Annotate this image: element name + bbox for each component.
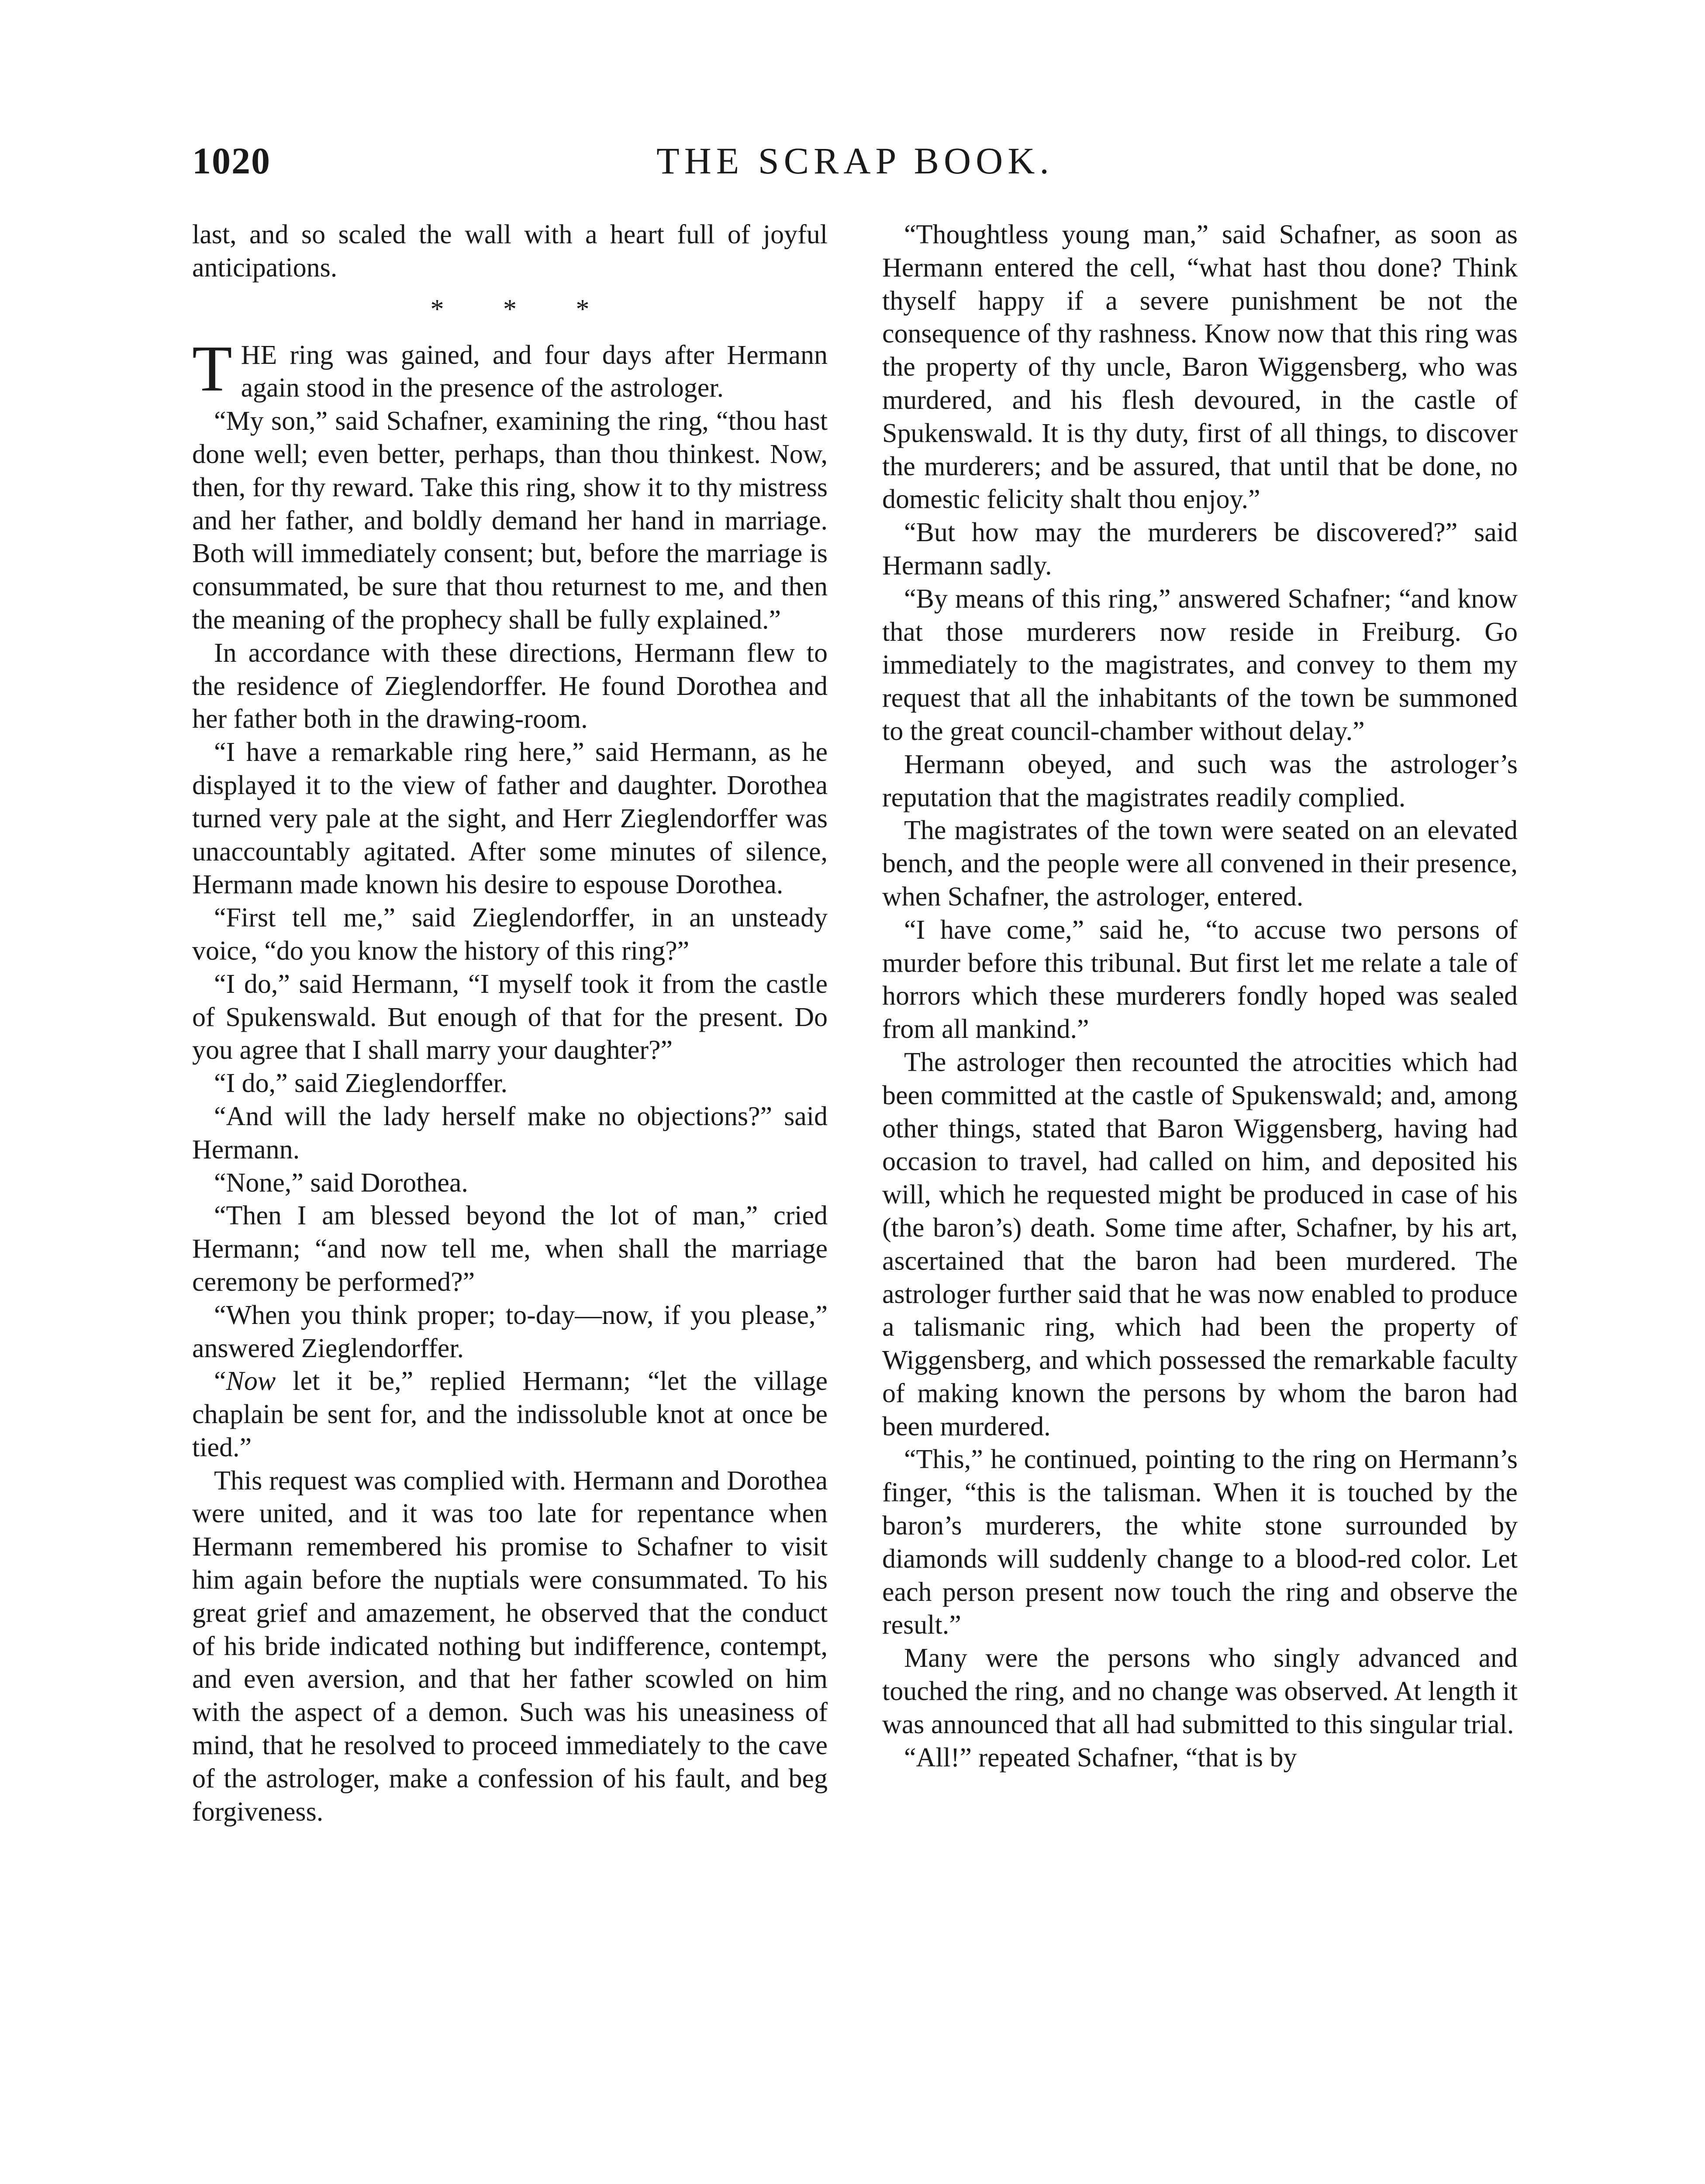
paragraph: The astrologer then recounted the atrocities which had been committed at the castle of Spukenswald; and, among other things, stated that Baron Wiggensberg, having had occasion to travel, had called on him, and deposited his will, which he requested might be produced in case of his (the baron’s) death. Some time after, Schafner, by his art, ascertained that the baron had been murdered. The astrologer further said that he was now enabled to produce a talismanic ring, which had been the property of Wiggensberg, and which possessed the remarkable faculty of making known the persons by whom the baron had been murdered. — [882, 1047, 1518, 1441]
paragraph-now-text: let it be,” replied Hermann; “let the village chaplain be sent for, and the indissoluble knot at once be tied.” — [192, 1366, 828, 1462]
paragraph: “But how may the murderers be discovered?” said Hermann sadly. — [882, 518, 1518, 581]
left-column — [192, 218, 828, 1828]
paragraph: “Thoughtless young man,” said Schafner, as soon as Hermann entered the cell, “what hast thou done? Think thyself happy if a severe punishment be not the consequence of thy rashness. Know now that this ring was the property of thy uncle, Baron Wiggensberg, who was murdered, and his flesh devoured, in the castle of Spukenswald. It is thy duty, first of all things, to discover the murderers; and be assured, that until that be done, no domestic felicity shalt thou enjoy.” — [882, 220, 1518, 515]
paragraph: “And will the lady herself make no objections?” said Hermann. — [192, 1101, 828, 1165]
paragraph: “This,” he continued, pointing to the ring on Hermann’s finger, “this is the talisman. When it is touched by the baron’s murderers, the white stone surrounded by diamonds will suddenly change to a blood-red color. Let each person present now touch the ring and observe the result.” — [882, 1444, 1518, 1640]
paragraph: “By means of this ring,” answered Schafner; “and know that those murderers now reside in Freiburg. Go immediately to the magistrates, and convey to them my request that all the inhabitants of the town be summoned to the great council-chamber without delay.” — [882, 584, 1518, 746]
page-number: 1020 — [192, 140, 271, 182]
paragraph: Hermann obeyed, and such was the astrologer’s reputation that the magistrates readily complied. — [882, 749, 1518, 812]
paragraph: The magistrates of the town were seated on an elevated bench, and the people were all convened in their presence, when Schafner, the astrologer, entered. — [882, 816, 1518, 912]
paragraph-now — [192, 1365, 828, 1464]
paragraph-opening: last, and so scaled the wall with a heart full of joyful anticipations. — [192, 220, 828, 283]
page-header — [192, 139, 1518, 191]
paragraph: “I have a remarkable ring here,” said Hermann, as he displayed it to the view of father and daughter. Dorothea turned very pale at the sight, and Herr Zieglendorffer was unaccountably agitated. After some minutes of silence, Hermann made known his desire to espouse Dorothea. — [192, 737, 828, 900]
paragraph: “My son,” said Schafner, examining the ring, “thou hast done well; even better, perhaps, than thou thinkest. Now, then, for thy reward. Take this ring, show it to thy mistress and her father, and boldly demand her hand in marriage. Both will immediately consent; but, before the marriage is consummated, be sure that thou returnest to me, and then the meaning of the prophecy shall be fully explained.” — [192, 406, 828, 635]
section-separator: * * * — [430, 294, 590, 324]
paragraph: “I do,” said Zieglendorffer. — [214, 1068, 507, 1099]
paragraph: “When you think proper; to-day—now, if you please,” answered Zieglendorffer. — [192, 1300, 828, 1363]
right-column — [882, 218, 1518, 1774]
paragraph: Many were the persons who singly advanced and touched the ring, and no change was observed. At length it was announced that all had submitted to this singular trial. — [882, 1643, 1518, 1739]
paragraph: In accordance with these directions, Hermann flew to the residence of Zieglendorffer. He found Dorothea and her father both in the drawing-room. — [192, 638, 828, 734]
running-head: THE SCRAP BOOK. — [656, 140, 1054, 182]
paragraph: This request was complied with. Hermann and Dorothea were united, and it was too late for repentance when Hermann remembered his promise to Schafner to visit him again before the nuptials were consummated. To his great grief and amazement, he observed that the conduct of his bride indicated nothing but indifference, contempt, and even aversion, and that her father scowled on him with the aspect of a demon. Such was his uneasiness of mind, that he resolved to proceed immediately to the cave of the astrologer, make a confession of his fault, and beg forgiveness. — [192, 1465, 828, 1827]
paragraph-dropcap — [192, 332, 828, 405]
italic-word: Now — [226, 1366, 276, 1396]
paragraph: “All!” repeated Schafner, “that is by — [904, 1742, 1297, 1773]
paragraph: “I do,” said Hermann, “I myself took it from the castle of Spukenswald. But enough of that for the present. Do you agree that I shall marry your daughter?” — [192, 969, 828, 1065]
paragraph: “Then I am blessed beyond the lot of man,” cried Hermann; “and now tell me, when shall the marriage ceremony be performed?” — [192, 1201, 828, 1297]
paragraph-dropcap-text: HE ring was gained, and four days after Hermann again stood in the presence of the astrologer. — [241, 340, 828, 403]
paragraph: “First tell me,” said Zieglendorffer, in an unsteady voice, “do you know the history of this ring?” — [192, 903, 828, 966]
paragraph: “None,” said Dorothea. — [214, 1168, 468, 1198]
open-quote: “ — [214, 1366, 226, 1396]
paragraph: “I have come,” said he, “to accuse two persons of murder before this tribunal. But first let me relate a tale of horrors which these murderers fondly hoped was sealed from all mankind.” — [882, 915, 1518, 1044]
drop-cap-letter: T — [192, 332, 232, 405]
